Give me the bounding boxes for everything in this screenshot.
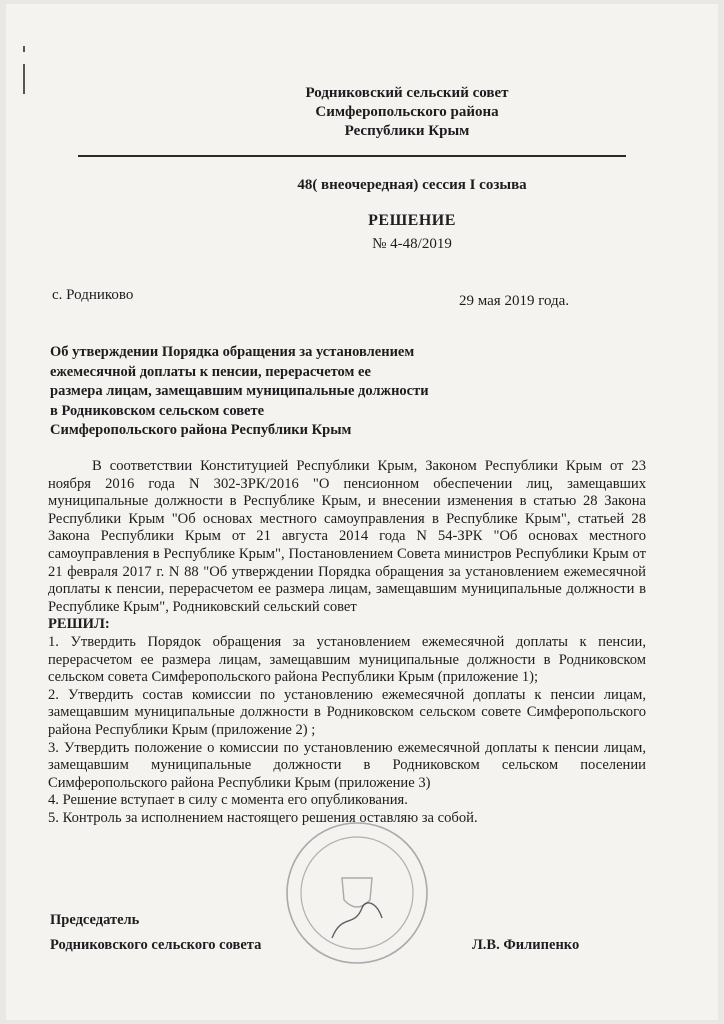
resolution-item: 2. Утвердить состав комиссии по установлению ежемесячной доплаты к пенсии лицам, замещавшим муниципальные должности в Родниковском сельском совете Симферопольского района Республики Крым (приложение 2) ; (48, 686, 646, 738)
subject-line: в Родниковском сельском совете (50, 402, 265, 419)
resolution-item: 5. Контроль за исполнением настоящего решения оставляю за собой. (48, 809, 478, 826)
margin-mark (23, 46, 25, 52)
header-divider (78, 155, 626, 157)
header-line-2: Симферопольского района (315, 104, 499, 120)
resolution-item: 1. Утвердить Порядок обращения за установлением ежемесячной доплаты к пенсии, перерасчетом ее размера лицам, замещавшим муниципальные должности в Родниковском сельском совета Симферопольского района Республики Крым (приложение 1); (48, 633, 646, 686)
decision-number-text: № 4-48/2019 (372, 236, 452, 252)
resolution-item: 3. Утвердить положение о комиссии по установлению ежемесячной доплаты к пенсии лицам, замещавшим муниципальные должности в Родниковском сельском поселении Симферопольского района Республики Крым (приложение 3) (48, 739, 646, 791)
subject-line: Об утверждении Порядка обращения за установлением (50, 344, 415, 360)
header-line-3: Республики Крым (344, 123, 470, 139)
document-body (48, 458, 646, 827)
signature-position-line-1: Председатель (50, 912, 140, 928)
resolution-item: 4. Решение вступает в силу с момента его опубликования. (48, 792, 408, 809)
signature-position-line-2: Родниковского сельского совета (50, 937, 262, 953)
stamp-inner-ring (301, 837, 413, 949)
decision-title-text: РЕШЕНИЕ (368, 212, 456, 229)
subject-line: ежемесячной доплаты к пенсии, перерасчетом ее (50, 363, 371, 380)
header-line-1: Родниковский сельский совет (305, 85, 509, 101)
preamble-paragraph: В соответствии Конституцией Республики Крым, Законом Республики Крым от 23 ноября 2016 года N 302-ЗРК/2016 "О пенсионном обеспечении лиц, замещавших муниципальные должности в Республике Крым, и внесении изменения в статью 28 Закона Республики Крым "Об основах местного самоуправления в Республике Крым", статьей 28 Закона Республики Крым от 21 августа 2014 года N 54-ЗРК "Об основах местного самоуправления в Республике Крым", Постановлением Совета министров Республики Крым от 21 февраля 2017 г. N 88 "Об утверждении Порядка обращения за установлением ежемесячной доплаты к пенсии, перерасчетом ее размера лицам, замещавшим муниципальные должности в Республике Крым", Родниковский сельский совет (48, 458, 646, 615)
place-of-issue: с. Родниково (52, 287, 134, 303)
subject-line: размера лицам, замещавшим муниципальные должности (50, 383, 429, 399)
subject-line: Симферопольского района Республики Крым (50, 422, 352, 438)
subject-heading (50, 343, 510, 441)
decision-title (0, 212, 724, 230)
document-header (0, 84, 724, 141)
official-stamp (282, 818, 432, 968)
signatory-name: Л.В. Филипенко (472, 937, 580, 953)
handwritten-signature (332, 903, 382, 938)
session-line (0, 177, 724, 194)
resolved-heading: РЕШИЛ: (48, 616, 110, 633)
stamp-outer-ring (287, 823, 427, 963)
session-text: 48( внеочередная) сессия I созыва (297, 177, 527, 193)
date-of-issue: 29 мая 2019 года. (459, 293, 570, 309)
decision-number (0, 236, 724, 253)
